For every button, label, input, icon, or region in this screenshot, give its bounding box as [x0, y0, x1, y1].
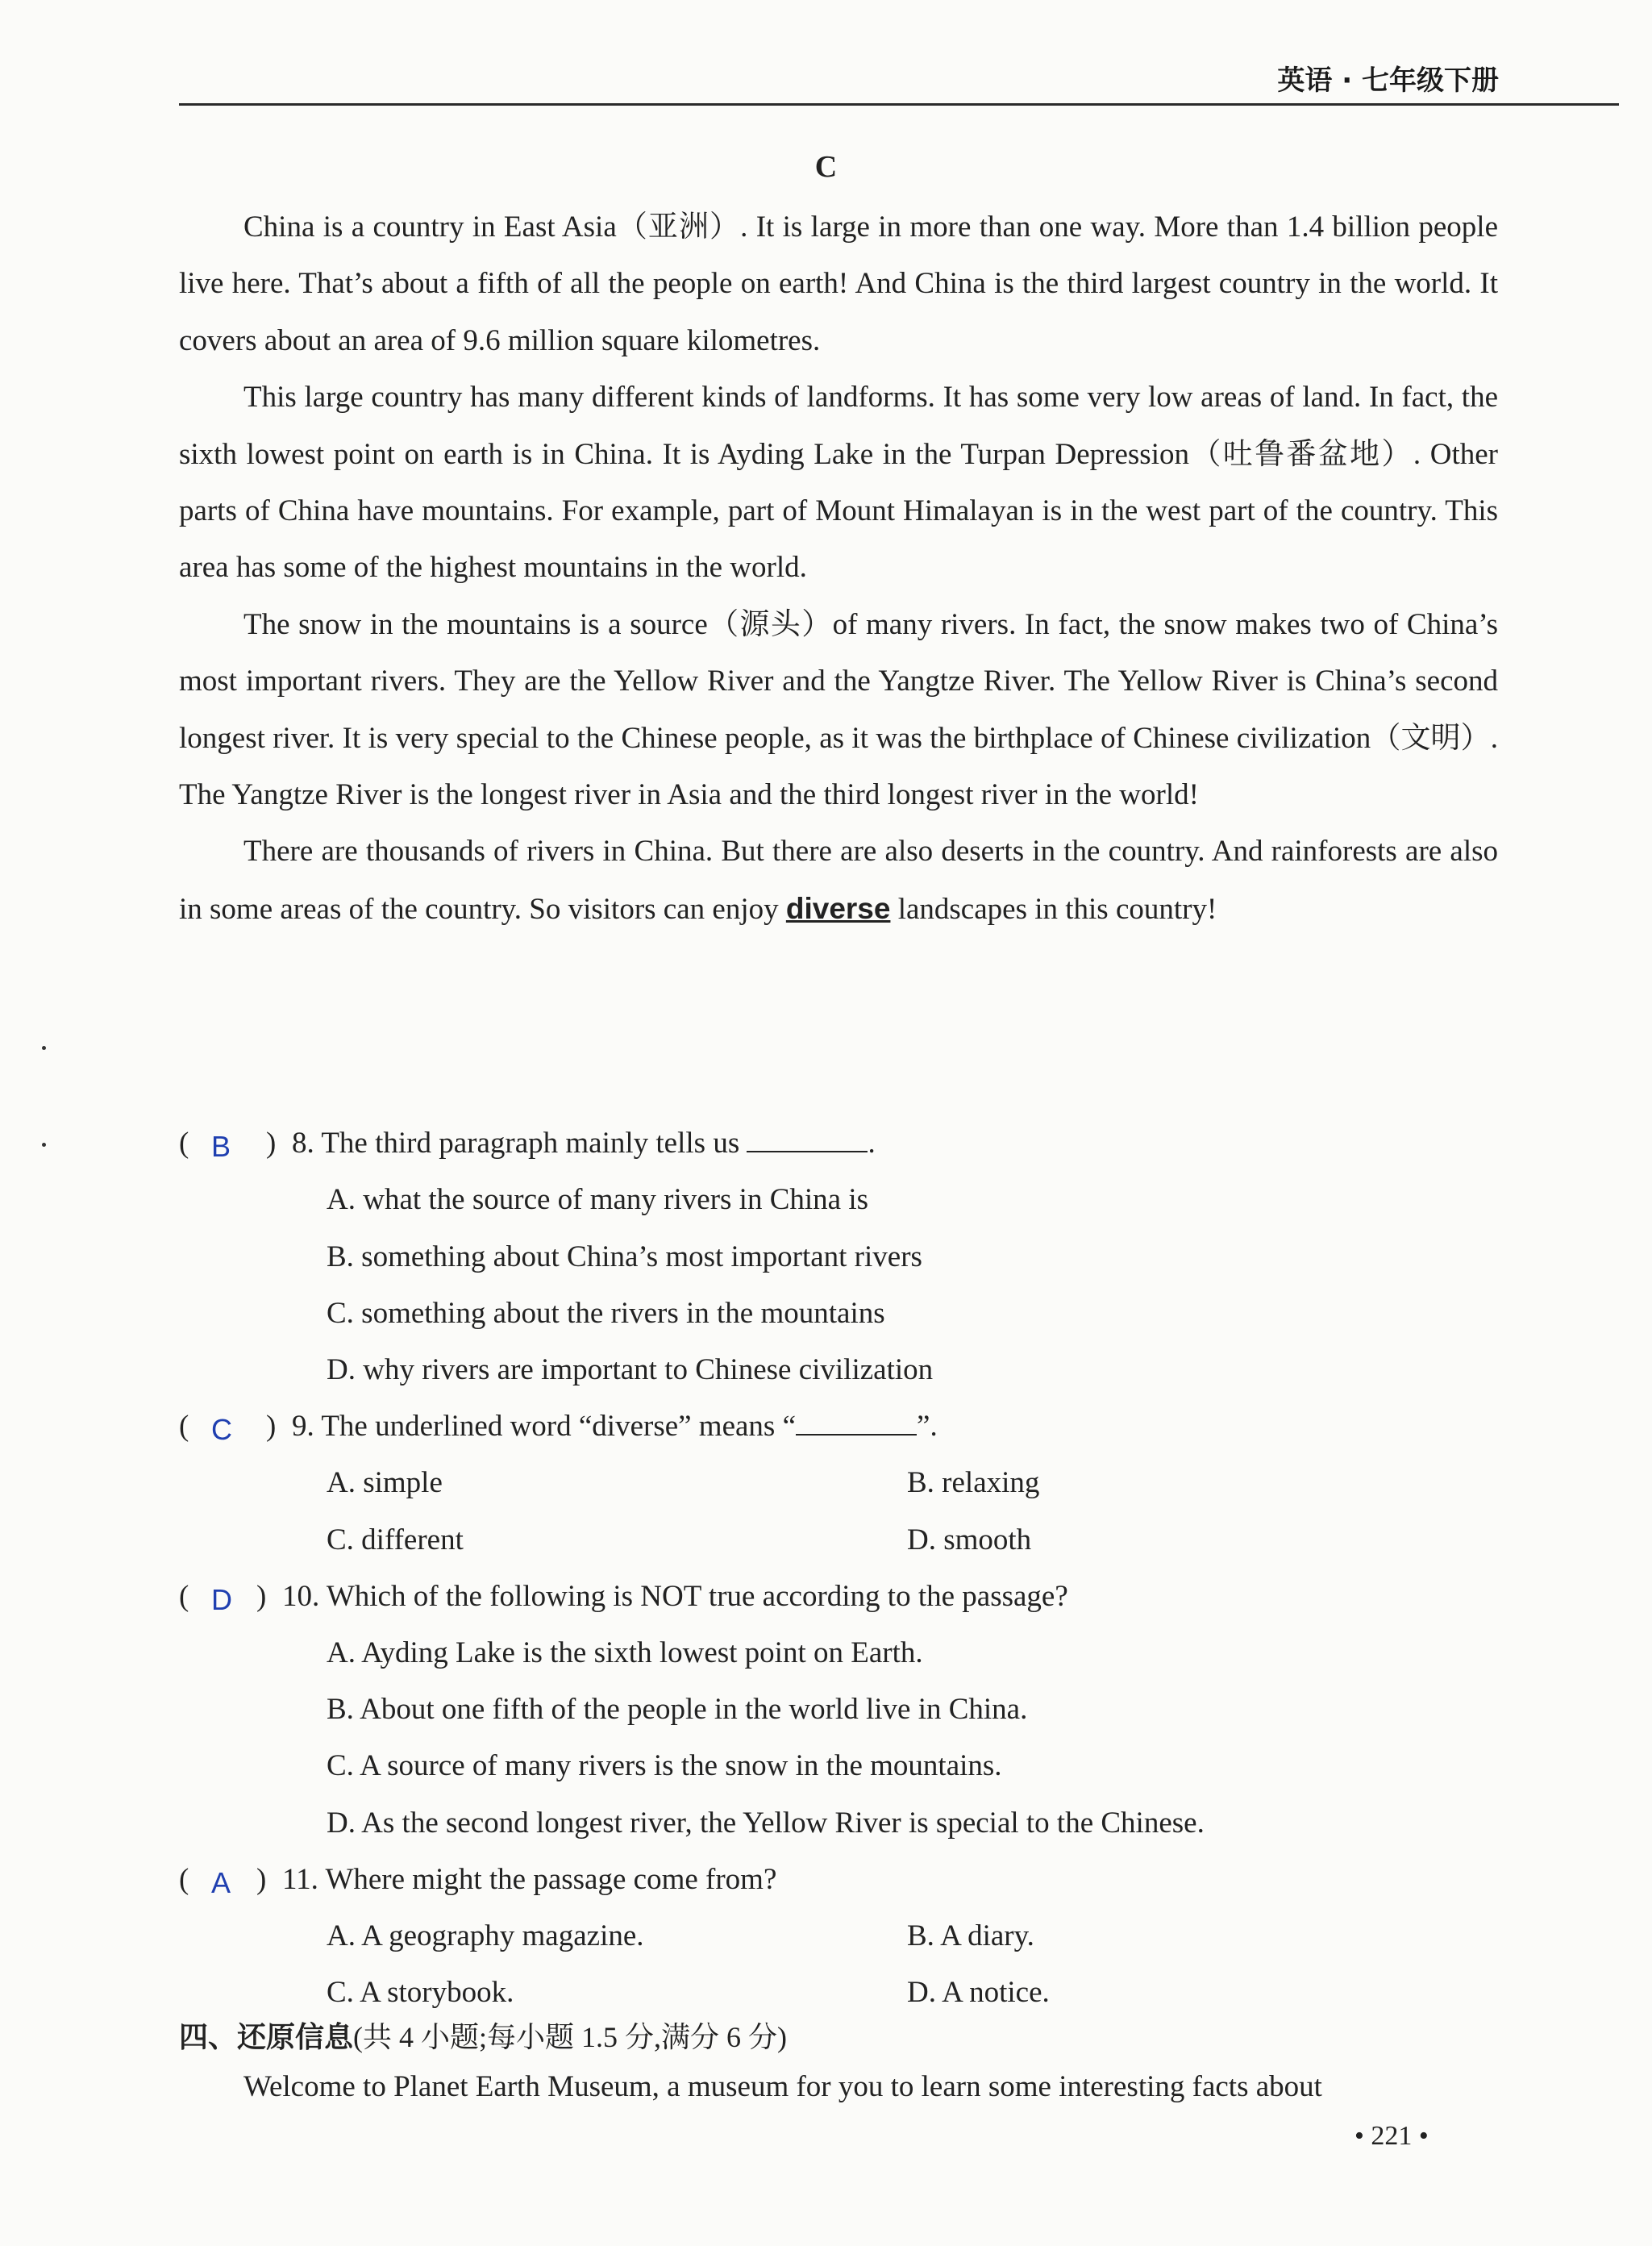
section-heading-title: 四、还原信息: [179, 2021, 354, 2054]
next-passage-first-line: Welcome to Planet Earth Museum, a museum for you to learn some interesting facts about: [243, 2070, 1322, 2103]
answer-blank: [796, 1410, 917, 1436]
passage-paragraph-2: This large country has many different kinds of landforms. It has some very low areas of land. In fact, the sixth lowest point on earth is in China. It is Ayding Lake in the Turpan Depression（吐鲁番盆地）. Other parts of China have mountains. For example, part of Mount Himalayan is in the west part of the country. This area has some of the highest mountains in the world.: [179, 381, 1498, 585]
option-a: A. what the source of many rivers in China is: [327, 1183, 869, 1216]
option-d: D. smooth: [907, 1523, 1032, 1556]
header-rule: [179, 103, 1619, 106]
question-stem: 10. Which of the following is NOT true according to the passage?: [282, 1580, 1068, 1613]
header-title: 英语 · 七年级下册: [1277, 65, 1499, 97]
option-d: D. As the second longest river, the Yellow River is special to the Chinese.: [327, 1806, 1205, 1840]
section-heading: [179, 2015, 787, 2056]
question-stem: 9. The underlined word “diverse” means “: [292, 1410, 797, 1443]
question-9: ( C ) 9. The underlined word “diverse” means “ ”.: [179, 1404, 938, 1449]
option-b: B. About one fifth of the people in the world live in China.: [327, 1693, 1028, 1726]
passage-paragraph-3: The snow in the mountains is a source（源头）of many rivers. In fact, the snow makes two of China’s most important rivers. They are the Yellow River and the Yangtze River. The Yellow River is China’s second longest river. It is very special to the Chinese people, as it was the birthplace of Chinese civilization（文明）. The Yangtze River is the longest river in Asia and the third longest river in the world!: [179, 607, 1498, 812]
passage-paragraph-4: [179, 823, 1498, 938]
answer-bracket: ( A ): [179, 1857, 282, 1902]
answer-letter: B: [211, 1130, 231, 1163]
question-11: [179, 1857, 776, 1902]
option-b: B. A diary.: [907, 1919, 1034, 1952]
answer-bracket: ( D ): [179, 1574, 282, 1619]
page-number: • 221 •: [1354, 2121, 1429, 2151]
reading-passage: [179, 199, 1498, 938]
section-heading-detail: (共 4 小题;每小题 1.5 分,满分 6 分): [353, 2021, 787, 2053]
answer-letter: C: [211, 1413, 232, 1446]
option-a: A. simple: [327, 1466, 443, 1499]
margin-dot: [42, 1143, 46, 1147]
passage-text: There are thousands of rivers in China. But there are also deserts in the country. And rainforests are also in some areas of the country. So visitors can enjoy: [179, 835, 1498, 926]
answer-bracket: ( C ): [179, 1404, 292, 1449]
option-b: B. relaxing: [907, 1466, 1040, 1499]
question-10: [179, 1574, 1068, 1619]
margin-dot: [42, 1046, 46, 1050]
answer-letter: D: [211, 1583, 232, 1616]
option-a: A. Ayding Lake is the sixth lowest point on Earth.: [327, 1636, 923, 1669]
question-stem: 8. The third paragraph mainly tells us: [292, 1127, 747, 1160]
option-d: D. why rivers are important to Chinese civilization: [327, 1353, 934, 1386]
question-stem: 11. Where might the passage come from?: [282, 1863, 777, 1896]
answer-bracket: ( B ): [179, 1121, 292, 1166]
question-8: ( B ) 8. The third paragraph mainly tells us .: [179, 1121, 876, 1166]
option-c: C. A storybook.: [327, 1976, 514, 2009]
option-c: C. something about the rivers in the mountains: [327, 1297, 885, 1330]
option-b: B. something about China’s most important rivers: [327, 1240, 922, 1273]
answer-blank: [747, 1127, 868, 1152]
passage-paragraph-1: China is a country in East Asia（亚洲）. It is large in more than one way. More than 1.4 billion people live here. That’s about a fifth of all the people on earth! And China is the third largest country in the world. It covers about an area of 9.6 million square kilometres.: [179, 210, 1498, 357]
answer-letter: A: [211, 1866, 231, 1899]
option-d: D. A notice.: [907, 1976, 1050, 2009]
passage-text: landscapes in this country!: [890, 892, 1217, 926]
option-c: C. A source of many rivers is the snow in the mountains.: [327, 1749, 1002, 1782]
option-a: A. A geography magazine.: [327, 1919, 644, 1952]
option-c: C. different: [327, 1523, 464, 1556]
section-letter: C: [814, 150, 838, 184]
underlined-word: diverse: [785, 891, 891, 925]
